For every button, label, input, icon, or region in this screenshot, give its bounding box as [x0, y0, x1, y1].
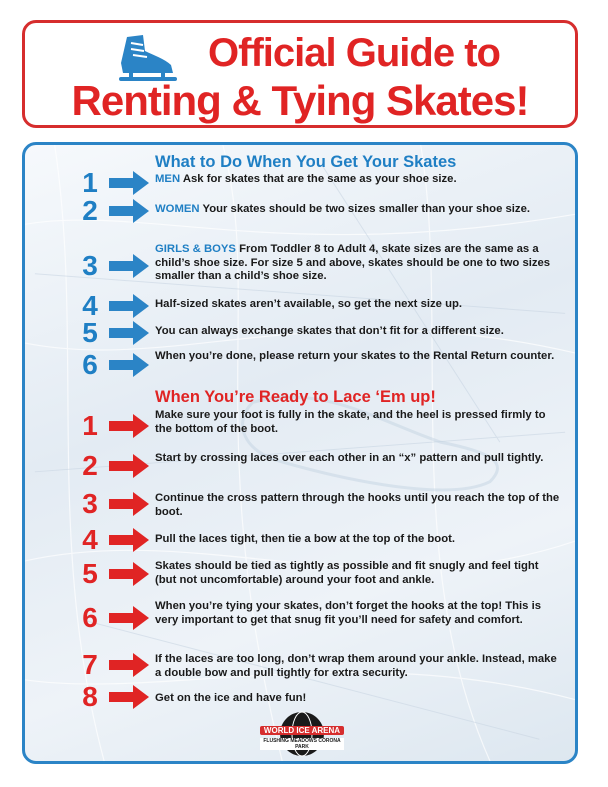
step-number: 5	[82, 317, 98, 348]
step-text: Continue the cross pattern through the hooks until you reach the top of the boot.	[155, 492, 560, 518]
arrow-right-icon	[109, 321, 149, 345]
arrow-right-icon	[109, 454, 149, 478]
step-text: Skates should be tied as tightly as possible and fit snugly and feel tight (but not uncomfortable) around your foot and ankle.	[155, 560, 539, 586]
arrow-right-icon	[109, 606, 149, 630]
step-number: 7	[82, 649, 98, 680]
arrow-right-icon	[109, 685, 149, 709]
step-text: When you’re done, please return your skates to the Rental Return counter.	[155, 350, 555, 362]
arrow-right-icon	[109, 528, 149, 552]
arrow-right-icon	[109, 199, 149, 223]
arrow-right-icon	[109, 254, 149, 278]
step-number: 6	[82, 602, 98, 633]
step-text: If the laces are too long, don’t wrap them around your ankle. Instead, make a double bow and pull tightly for extra security.	[155, 653, 557, 679]
content-panel	[22, 142, 578, 764]
step-text: Pull the laces tight, then tie a bow at the top of the boot.	[155, 533, 455, 545]
step-text: Get on the ice and have fun!	[155, 692, 307, 704]
arrow-right-icon	[109, 492, 149, 516]
step-number: 3	[82, 250, 98, 281]
arrow-right-icon	[109, 562, 149, 586]
step-text: Half-sized skates aren’t available, so get the next size up.	[155, 298, 463, 310]
step-number: 3	[82, 488, 98, 519]
header-banner	[22, 20, 578, 128]
step-number: 5	[82, 558, 98, 589]
arrow-right-icon	[109, 353, 149, 377]
step-text: MEN Ask for skates that are the same as your shoe size.	[155, 173, 457, 185]
arrow-right-icon	[109, 414, 149, 438]
step-text: WOMEN Your skates should be two sizes smaller than your shoe size.	[155, 203, 530, 215]
step-number: 4	[82, 524, 98, 555]
logo-subtitle: FLUSHING MEADOWS CORONA PARK	[260, 738, 344, 750]
step-number: 2	[82, 450, 98, 481]
step-number: 2	[82, 195, 98, 226]
step-text: Start by crossing laces over each other in an “x” pattern and pull tightly.	[155, 452, 544, 464]
world-ice-arena-logo	[260, 711, 344, 757]
section-title-get-skates: What to Do When You Get Your Skates	[155, 153, 457, 171]
step-number: 4	[82, 290, 98, 321]
title-line-2: Renting & Tying Skates!	[71, 77, 529, 124]
section-title-lace-up: When You’re Ready to Lace ‘Em up!	[155, 388, 436, 406]
step-number: 6	[82, 349, 98, 380]
logo-name: WORLD ICE ARENA	[260, 726, 344, 735]
title-line-1: Official Guide to	[208, 31, 500, 75]
step-text: When you’re tying your skates, don’t forget the hooks at the top! This is very important to get that snug fit you’ll need for safety and comfort.	[155, 600, 542, 626]
step-text: Make sure your foot is fully in the skate, and the heel is pressed firmly to the bottom of the boot.	[155, 409, 546, 435]
step-text: GIRLS & BOYS From Toddler 8 to Adult 4, skate sizes are the same as a child’s shoe size. For size 5 and above, skates should be one to two sizes smaller than a child’s shoe size.	[155, 243, 551, 282]
step-number: 1	[82, 167, 98, 198]
arrow-right-icon	[109, 294, 149, 318]
arrow-right-icon	[109, 653, 149, 677]
arrow-right-icon	[109, 171, 149, 195]
step-text: You can always exchange skates that don’t fit for a different size.	[155, 325, 504, 337]
step-number: 8	[82, 681, 98, 712]
step-number: 1	[82, 410, 98, 441]
